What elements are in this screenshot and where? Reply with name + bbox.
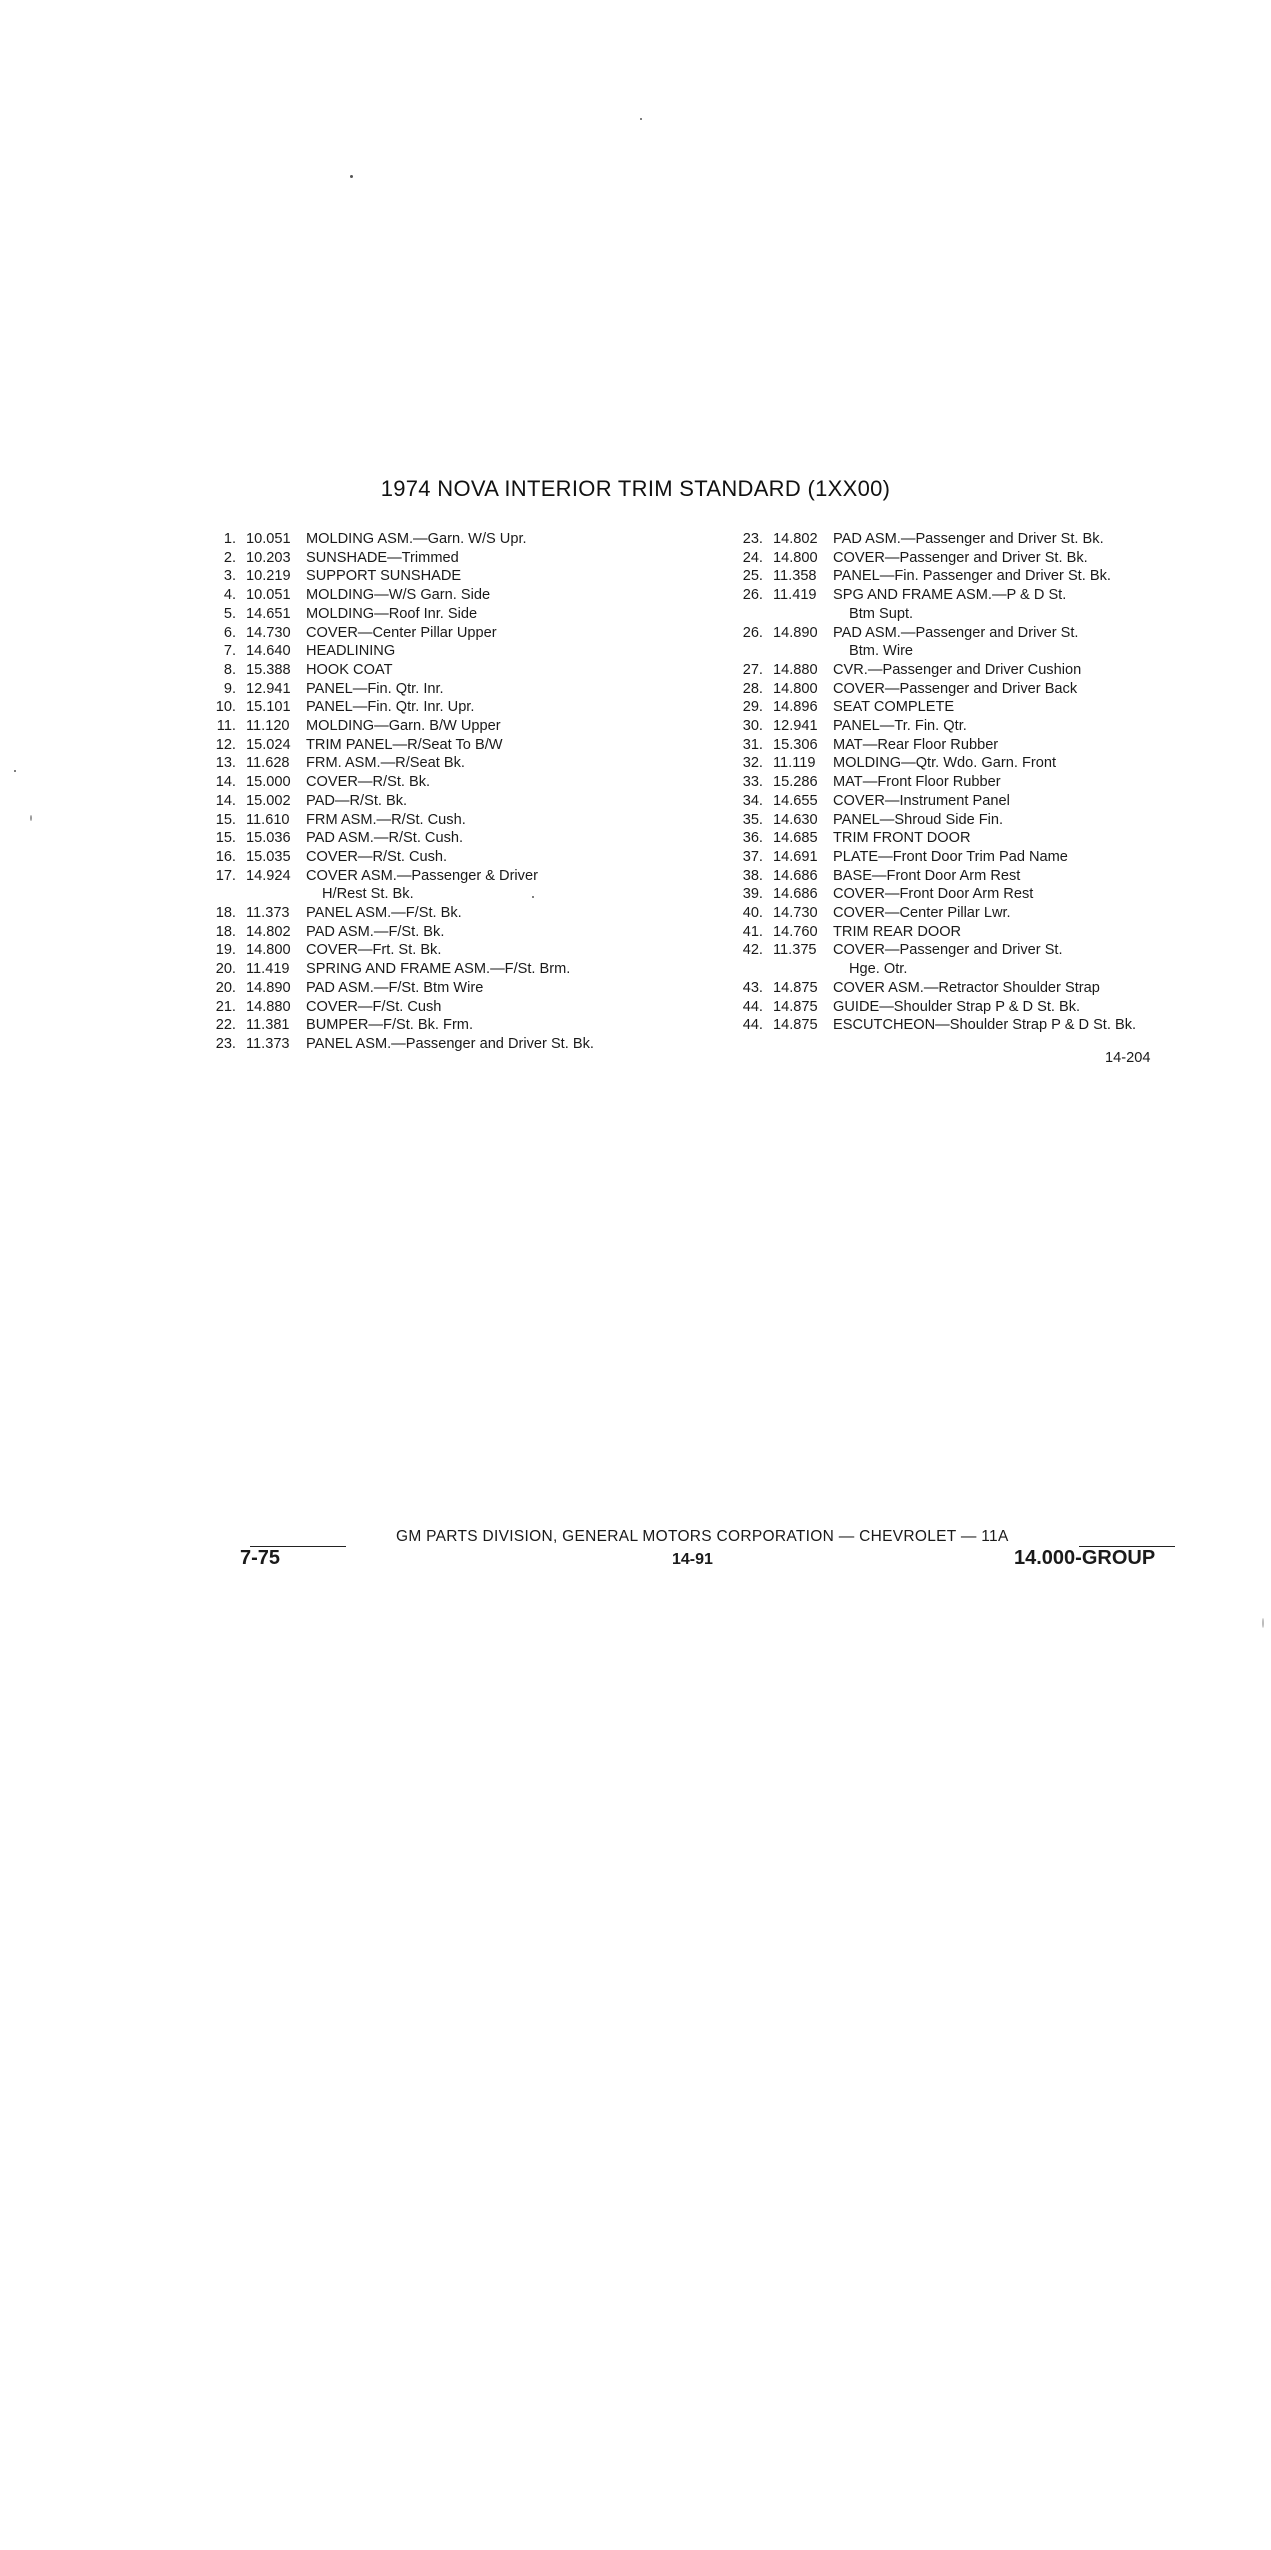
figure-reference: 14-204	[1105, 1050, 1151, 1066]
parts-list-item	[723, 811, 1243, 830]
parts-list-item	[196, 605, 716, 624]
parts-list-item	[196, 698, 716, 717]
part-group-code: 14.890	[246, 979, 291, 996]
part-description: HEADLINING	[306, 643, 396, 660]
part-group-code: 11.120	[246, 718, 290, 735]
part-group-code: 14.880	[246, 998, 291, 1015]
item-number: 41.	[742, 923, 763, 940]
item-number: 37.	[742, 848, 763, 865]
part-description: FRM ASM.—R/St. Cush.	[306, 811, 466, 828]
parts-list-item	[196, 661, 716, 680]
parts-list-item	[196, 549, 716, 568]
item-number: 21.	[215, 998, 236, 1015]
part-group-code: 14.630	[773, 811, 818, 828]
part-description: COVER—Center Pillar Lwr.	[833, 905, 1011, 922]
part-description: COVER—Center Pillar Upper	[306, 624, 497, 641]
part-group-code: 11.381	[246, 1017, 290, 1034]
part-description: SEAT COMPLETE	[833, 699, 955, 716]
part-group-code: 14.875	[773, 1017, 818, 1034]
part-description: GUIDE—Shoulder Strap P & D St. Bk.	[833, 998, 1081, 1015]
part-description: PANEL—Fin. Passenger and Driver St. Bk.	[833, 568, 1111, 585]
parts-list-left	[196, 530, 716, 1054]
part-description: PAD ASM.—Passenger and Driver St. Bk.	[833, 531, 1104, 547]
item-number: 24.	[742, 549, 763, 566]
part-description: COVER—F/St. Cush	[306, 998, 442, 1015]
parts-list-item	[196, 998, 716, 1017]
item-number: 8.	[223, 661, 236, 678]
item-number: 23.	[742, 531, 763, 547]
part-group-code: 14.686	[773, 886, 818, 903]
parts-list-item	[196, 829, 716, 848]
part-group-code: 14.875	[773, 998, 818, 1015]
scan-speck	[30, 815, 32, 821]
part-description: COVER ASM.—Retractor Shoulder Strap	[833, 979, 1100, 996]
part-description: PANEL ASM.—Passenger and Driver St. Bk.	[306, 1035, 594, 1052]
part-group-code: 15.306	[773, 736, 818, 753]
item-number: 7.	[223, 643, 236, 660]
item-number: 35.	[742, 811, 763, 828]
part-group-code: 14.800	[773, 680, 818, 697]
item-number: 18.	[215, 905, 236, 922]
part-group-code: 14.802	[773, 531, 818, 547]
parts-list-item	[723, 773, 1243, 792]
part-group-code: 14.730	[246, 624, 291, 641]
part-description: PANEL—Shroud Side Fin.	[833, 811, 1004, 828]
parts-list-item	[196, 680, 716, 699]
item-number: 9.	[223, 680, 236, 697]
item-number: 5.	[223, 605, 236, 622]
part-description: PAD ASM.—R/St. Cush.	[306, 830, 464, 847]
item-number: 44.	[742, 998, 763, 1015]
part-description: MAT—Front Floor Rubber	[833, 774, 1001, 791]
item-number: 36.	[742, 830, 763, 847]
part-group-code: 14.691	[773, 848, 818, 865]
parts-list-item	[723, 998, 1243, 1017]
item-number: 20.	[215, 961, 236, 978]
parts-list-item	[723, 941, 1243, 960]
item-number: 26.	[742, 587, 763, 604]
item-number: 14.	[215, 774, 236, 791]
part-description: COVER ASM.—Passenger & Driver	[306, 867, 538, 884]
item-number: 17.	[215, 867, 236, 884]
part-group-code: 14.800	[773, 549, 818, 566]
part-group-code: 15.024	[246, 736, 291, 753]
item-number: 26.	[742, 624, 763, 641]
part-group-code: 11.373	[246, 905, 290, 922]
part-description-continuation: H/Rest St. Bk.	[322, 886, 414, 903]
parts-list-item	[723, 904, 1243, 923]
parts-list-item	[196, 867, 716, 886]
item-number: 29.	[742, 699, 763, 716]
scan-speck	[1262, 1618, 1264, 1628]
part-group-code: 15.388	[246, 661, 291, 678]
item-number: 20.	[215, 979, 236, 996]
item-number: 32.	[742, 755, 763, 772]
item-number: 42.	[742, 942, 763, 959]
parts-list-item	[723, 717, 1243, 736]
part-group-code: 10.219	[246, 568, 291, 585]
parts-list-item	[723, 754, 1243, 773]
item-number: 33.	[742, 774, 763, 791]
item-number: 38.	[742, 867, 763, 884]
part-description: MAT—Rear Floor Rubber	[833, 736, 999, 753]
date-code: 7-75	[240, 1547, 281, 1569]
part-group-code: 14.890	[773, 624, 818, 641]
part-description: HOOK COAT	[306, 661, 393, 678]
parts-list-item	[723, 567, 1243, 586]
part-group-code: 14.802	[246, 923, 291, 940]
part-description: MOLDING—Garn. B/W Upper	[306, 718, 501, 735]
item-number: 6.	[223, 624, 236, 641]
item-number: 27.	[742, 661, 763, 678]
part-group-code: 14.800	[246, 942, 291, 959]
part-description: PAD ASM.—F/St. Btm Wire	[306, 979, 484, 996]
part-description: COVER—R/St. Bk.	[306, 774, 431, 791]
parts-list-right	[723, 530, 1243, 1035]
part-description: SPG AND FRAME ASM.—P & D St.	[833, 587, 1067, 604]
item-number: 22.	[215, 1017, 236, 1034]
parts-list-item	[723, 792, 1243, 811]
parts-list-item	[723, 979, 1243, 998]
parts-list-item	[723, 549, 1243, 568]
item-number: 10.	[215, 699, 236, 716]
parts-list-item	[723, 624, 1243, 643]
parts-list-item	[196, 904, 716, 923]
part-group-code: 14.880	[773, 661, 818, 678]
parts-list-item	[723, 923, 1243, 942]
part-group-code: 11.119	[773, 755, 816, 772]
item-number: 34.	[742, 792, 763, 809]
item-number: 28.	[742, 680, 763, 697]
parts-list-item	[196, 979, 716, 998]
part-description: COVER—Front Door Arm Rest	[833, 886, 1034, 903]
part-description-continuation: Btm. Wire	[849, 643, 914, 660]
part-group-code: 14.685	[773, 830, 818, 847]
item-number: 3.	[223, 568, 236, 585]
part-description: FRM. ASM.—R/Seat Bk.	[306, 755, 465, 772]
part-description: CVR.—Passenger and Driver Cushion	[833, 661, 1082, 678]
part-group-code: 14.651	[246, 605, 291, 622]
parts-list-item	[196, 923, 716, 942]
parts-list-item	[196, 642, 716, 661]
part-group-code: 11.610	[246, 811, 290, 828]
parts-list-item	[723, 530, 1243, 549]
part-group-code: 12.941	[246, 680, 291, 697]
part-group-code: 10.051	[246, 531, 291, 547]
part-description: TRIM REAR DOOR	[833, 923, 962, 940]
part-description: PLATE—Front Door Trim Pad Name	[833, 848, 1068, 865]
part-group-code: 14.655	[773, 792, 818, 809]
part-description: COVER—Frt. St. Bk.	[306, 942, 442, 959]
parts-list-item	[196, 773, 716, 792]
part-description: SUPPORT SUNSHADE	[306, 568, 462, 585]
part-description-continuation: Hge. Otr.	[849, 961, 908, 978]
part-description: TRIM PANEL—R/Seat To B/W	[306, 736, 503, 753]
part-description: MOLDING—W/S Garn. Side	[306, 587, 491, 604]
item-number: 4.	[223, 587, 236, 604]
item-number: 39.	[742, 886, 763, 903]
parts-list-item	[196, 567, 716, 586]
part-description: PAD—R/St. Bk.	[306, 792, 408, 809]
part-description: BUMPER—F/St. Bk. Frm.	[306, 1017, 474, 1034]
part-description: PANEL—Fin. Qtr. Inr.	[306, 680, 444, 697]
parts-list-item	[196, 624, 716, 643]
item-number: 2.	[223, 549, 236, 566]
parts-list-item	[723, 885, 1243, 904]
item-number: 13.	[215, 755, 236, 772]
part-description: MOLDING ASM.—Garn. W/S Upr.	[306, 531, 527, 547]
parts-list-item	[196, 530, 716, 549]
item-number: 18.	[215, 923, 236, 940]
parts-list-item	[723, 848, 1243, 867]
parts-list-item	[196, 811, 716, 830]
item-number: 44.	[742, 1017, 763, 1034]
parts-list-item	[723, 829, 1243, 848]
parts-list-item	[196, 754, 716, 773]
part-group-code: 12.941	[773, 718, 818, 735]
parts-list-item	[196, 792, 716, 811]
document-title: 1974 NOVA INTERIOR TRIM STANDARD (1XX00)	[380, 476, 891, 501]
part-group-code: 10.051	[246, 587, 291, 604]
part-description: COVER—Instrument Panel	[833, 792, 1010, 809]
parts-list-item	[723, 867, 1243, 886]
part-group-code: 14.760	[773, 923, 818, 940]
part-group-code: 14.686	[773, 867, 818, 884]
item-number: 12.	[215, 736, 236, 753]
part-description: PANEL—Fin. Qtr. Inr. Upr.	[306, 699, 475, 716]
part-group-code: 11.373	[246, 1035, 290, 1052]
part-group-code: 11.358	[773, 568, 817, 585]
part-group-code: 15.036	[246, 830, 291, 847]
part-description: MOLDING—Roof Inr. Side	[306, 605, 478, 622]
part-group-code: 11.419	[773, 587, 817, 604]
item-number: 1.	[223, 531, 236, 547]
item-number: 19.	[215, 942, 236, 959]
part-description: MOLDING—Qtr. Wdo. Garn. Front	[833, 755, 1057, 772]
scan-speck	[14, 770, 16, 772]
item-number: 30.	[742, 718, 763, 735]
item-number: 15.	[215, 811, 236, 828]
item-number: 14.	[215, 792, 236, 809]
part-description: PANEL ASM.—F/St. Bk.	[306, 905, 462, 922]
item-number: 15.	[215, 830, 236, 847]
parts-list-item	[196, 848, 716, 867]
part-group-code: 11.375	[773, 942, 817, 959]
part-group-code: 11.419	[246, 961, 290, 978]
parts-list-item	[723, 661, 1243, 680]
parts-list-item	[723, 680, 1243, 699]
item-number: 43.	[742, 979, 763, 996]
parts-list-item	[196, 941, 716, 960]
part-description-continuation: Btm Supt.	[849, 605, 914, 622]
part-group-code: 15.035	[246, 848, 291, 865]
parts-list-item	[723, 586, 1243, 605]
parts-list-item	[196, 717, 716, 736]
parts-list-item	[196, 586, 716, 605]
part-group-code: 10.203	[246, 549, 291, 566]
part-description: COVER—Passenger and Driver St.	[833, 942, 1063, 959]
part-description: PANEL—Tr. Fin. Qtr.	[833, 718, 967, 735]
parts-list-item	[196, 1035, 716, 1054]
footer-publisher-line: GM PARTS DIVISION, GENERAL MOTORS CORPORATION — CHEVROLET — 11A	[396, 1528, 1009, 1545]
part-group-code: 15.002	[246, 792, 291, 809]
part-description: PAD ASM.—Passenger and Driver St.	[833, 624, 1079, 641]
part-group-code: 15.101	[246, 699, 291, 716]
parts-list-item	[723, 1016, 1243, 1035]
parts-list-item	[196, 736, 716, 755]
part-group-code: 14.896	[773, 699, 818, 716]
group-label: 14.000-GROUP	[1014, 1547, 1156, 1569]
part-group-code: 15.000	[246, 774, 291, 791]
part-description: COVER—R/St. Cush.	[306, 848, 448, 865]
part-description: SPRING AND FRAME ASM.—F/St. Brm.	[306, 961, 571, 978]
part-group-code: 11.628	[246, 755, 290, 772]
item-number: 25.	[742, 568, 763, 585]
part-group-code: 15.286	[773, 774, 818, 791]
parts-list-item	[723, 698, 1243, 717]
item-number: 23.	[215, 1035, 236, 1052]
page-number: 14-91	[672, 1551, 713, 1568]
scan-speck	[350, 175, 353, 178]
item-number: 31.	[742, 736, 763, 753]
parts-list-item	[196, 1016, 716, 1035]
part-group-code: 14.640	[246, 643, 291, 660]
part-group-code: 14.924	[246, 867, 291, 884]
part-description: COVER—Passenger and Driver Back	[833, 680, 1078, 697]
item-number: 40.	[742, 905, 763, 922]
part-description: BASE—Front Door Arm Rest	[833, 867, 1021, 884]
parts-list-item	[196, 960, 716, 979]
part-group-code: 14.875	[773, 979, 818, 996]
part-description: PAD ASM.—F/St. Bk.	[306, 923, 445, 940]
part-group-code: 14.730	[773, 905, 818, 922]
part-description: COVER—Passenger and Driver St. Bk.	[833, 549, 1088, 566]
part-description: ESCUTCHEON—Shoulder Strap P & D St. Bk.	[833, 1017, 1137, 1034]
item-number: 11.	[216, 718, 236, 735]
item-number: 16.	[215, 848, 236, 865]
scan-speck	[640, 118, 642, 120]
parts-list-item	[723, 736, 1243, 755]
part-description: TRIM FRONT DOOR	[833, 830, 971, 847]
part-description: SUNSHADE—Trimmed	[306, 549, 459, 566]
